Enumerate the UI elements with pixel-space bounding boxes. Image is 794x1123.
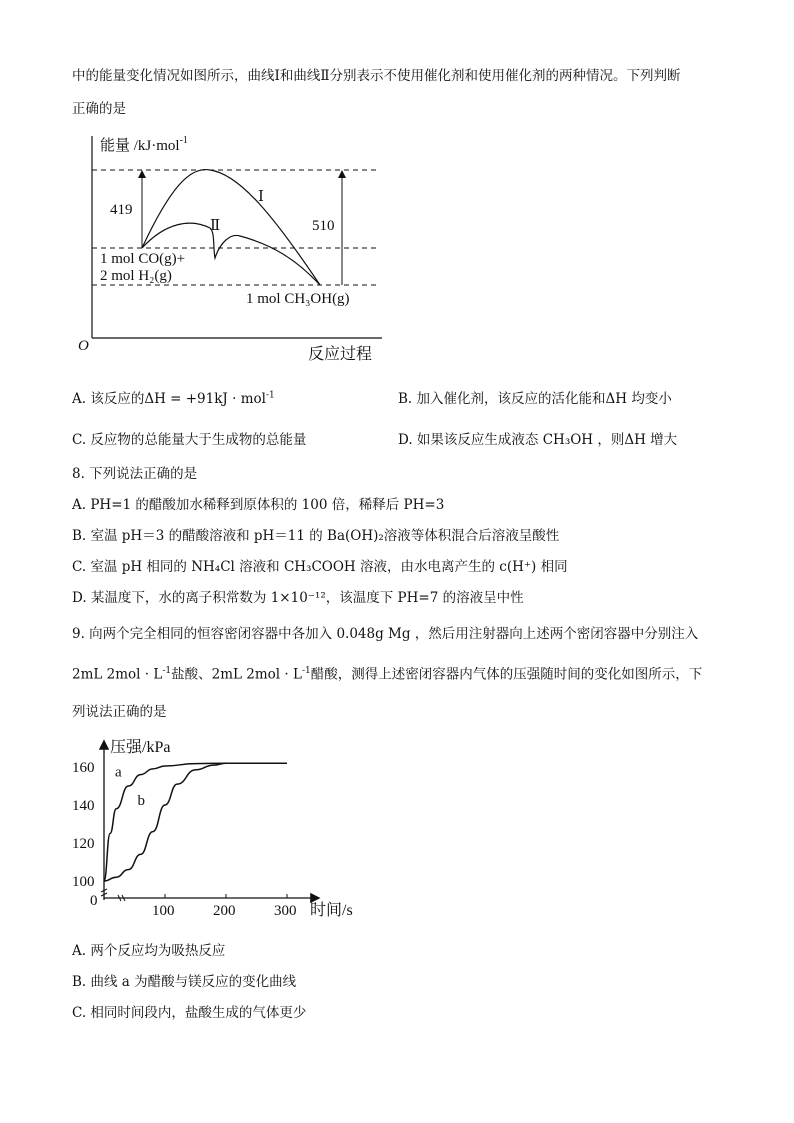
q7-option-b[interactable]: B. 加入催化剂，该反应的活化能和ΔH 均变小	[398, 391, 672, 407]
curve-I-label: Ⅰ	[258, 189, 264, 205]
y-axis-label: 能量 /kJ·mol$^{-1}$	[100, 135, 188, 154]
x-axis-label: 反应过程	[308, 346, 373, 363]
series-label-a: a	[114, 764, 122, 781]
q7-intro-line2: 正确的是	[72, 101, 126, 117]
q8-stem: 8. 下列说法正确的是	[72, 466, 198, 482]
q7-option-c[interactable]: C. 反应物的总能量大于生成物的总能量	[72, 432, 307, 448]
q8-option-d[interactable]: D. 某温度下，水的离子积常数为 1×10⁻¹²，该温度下 PH=7 的溶液呈中性	[72, 590, 524, 606]
y-tick-label: 0	[90, 893, 98, 909]
reactant-label-2: 2 mol H₂(g)	[100, 268, 172, 284]
y-tick-label: 120	[72, 836, 95, 852]
value-510: 510	[312, 218, 335, 234]
q8-option-a[interactable]: A. PH=1 的醋酸加水稀释到原体积的 100 倍，稀释后 PH=3	[72, 497, 445, 513]
q9-option-a[interactable]: A. 两个反应均为吸热反应	[72, 943, 226, 959]
series-line-a	[104, 763, 287, 881]
pressure-chart	[68, 734, 368, 924]
curve-II-label: Ⅱ	[210, 218, 221, 234]
q8-option-b[interactable]: B. 室温 pH＝3 的醋酸溶液和 pH＝11 的 Ba(OH)₂溶液等体积混合后溶液呈酸性	[72, 528, 560, 544]
series-label-b: b	[137, 793, 146, 809]
q9-option-b[interactable]: B. 曲线 a 为醋酸与镁反应的变化曲线	[72, 974, 297, 990]
reactant-label-1: 1 mol CO(g)+	[100, 251, 186, 267]
y-axis-label: 压强/kPa	[110, 739, 171, 756]
value-419: 419	[110, 202, 133, 218]
x-tick-label: 300	[274, 903, 297, 919]
x-axis-label: 时间/s	[310, 902, 353, 919]
y-tick-label: 140	[72, 798, 95, 814]
q7-option-a[interactable]: A. 该反应的ΔH = +91kJ · mol$^{-1}$	[72, 390, 275, 407]
y-tick-label: 160	[72, 760, 95, 776]
q9-option-c[interactable]: C. 相同时间段内，盐酸生成的气体更少	[72, 1005, 307, 1021]
q8-option-c[interactable]: C. 室温 pH 相同的 NH₄Cl 溶液和 CH₃COOH 溶液，由水电离产生的 c(H⁺) 相同	[72, 559, 568, 575]
x-tick-label: 200	[213, 903, 236, 919]
series-line-b	[104, 763, 287, 881]
product-label: 1 mol CH₃OH(g)	[246, 291, 350, 307]
origin-label: O	[78, 338, 89, 354]
energy-diagram	[70, 128, 400, 368]
q7-intro-line1: 中的能量变化情况如图所示，曲线Ⅰ和曲线Ⅱ分别表示不使用催化剂和使用催化剂的两种情况。下列判断	[72, 68, 681, 84]
q9-line1: 9. 向两个完全相同的恒容密闭容器中各加入 0.048g Mg ，然后用注射器向上述两个密闭容器中分别注入	[72, 626, 699, 642]
q7-option-d[interactable]: D. 如果该反应生成液态 CH₃OH ，则ΔH 增大	[398, 432, 678, 448]
y-tick-label: 100	[72, 874, 95, 890]
q9-line3: 列说法正确的是	[72, 704, 167, 720]
x-tick-label: 100	[152, 903, 175, 919]
q9-line2: 2mL $2mol \cdot L^{-1}$盐酸、2mL $2mol \cdot L^{-1}$醋酸，测得上述密闭容器内气体的压强随时间的变化如图所示，下	[72, 666, 703, 683]
